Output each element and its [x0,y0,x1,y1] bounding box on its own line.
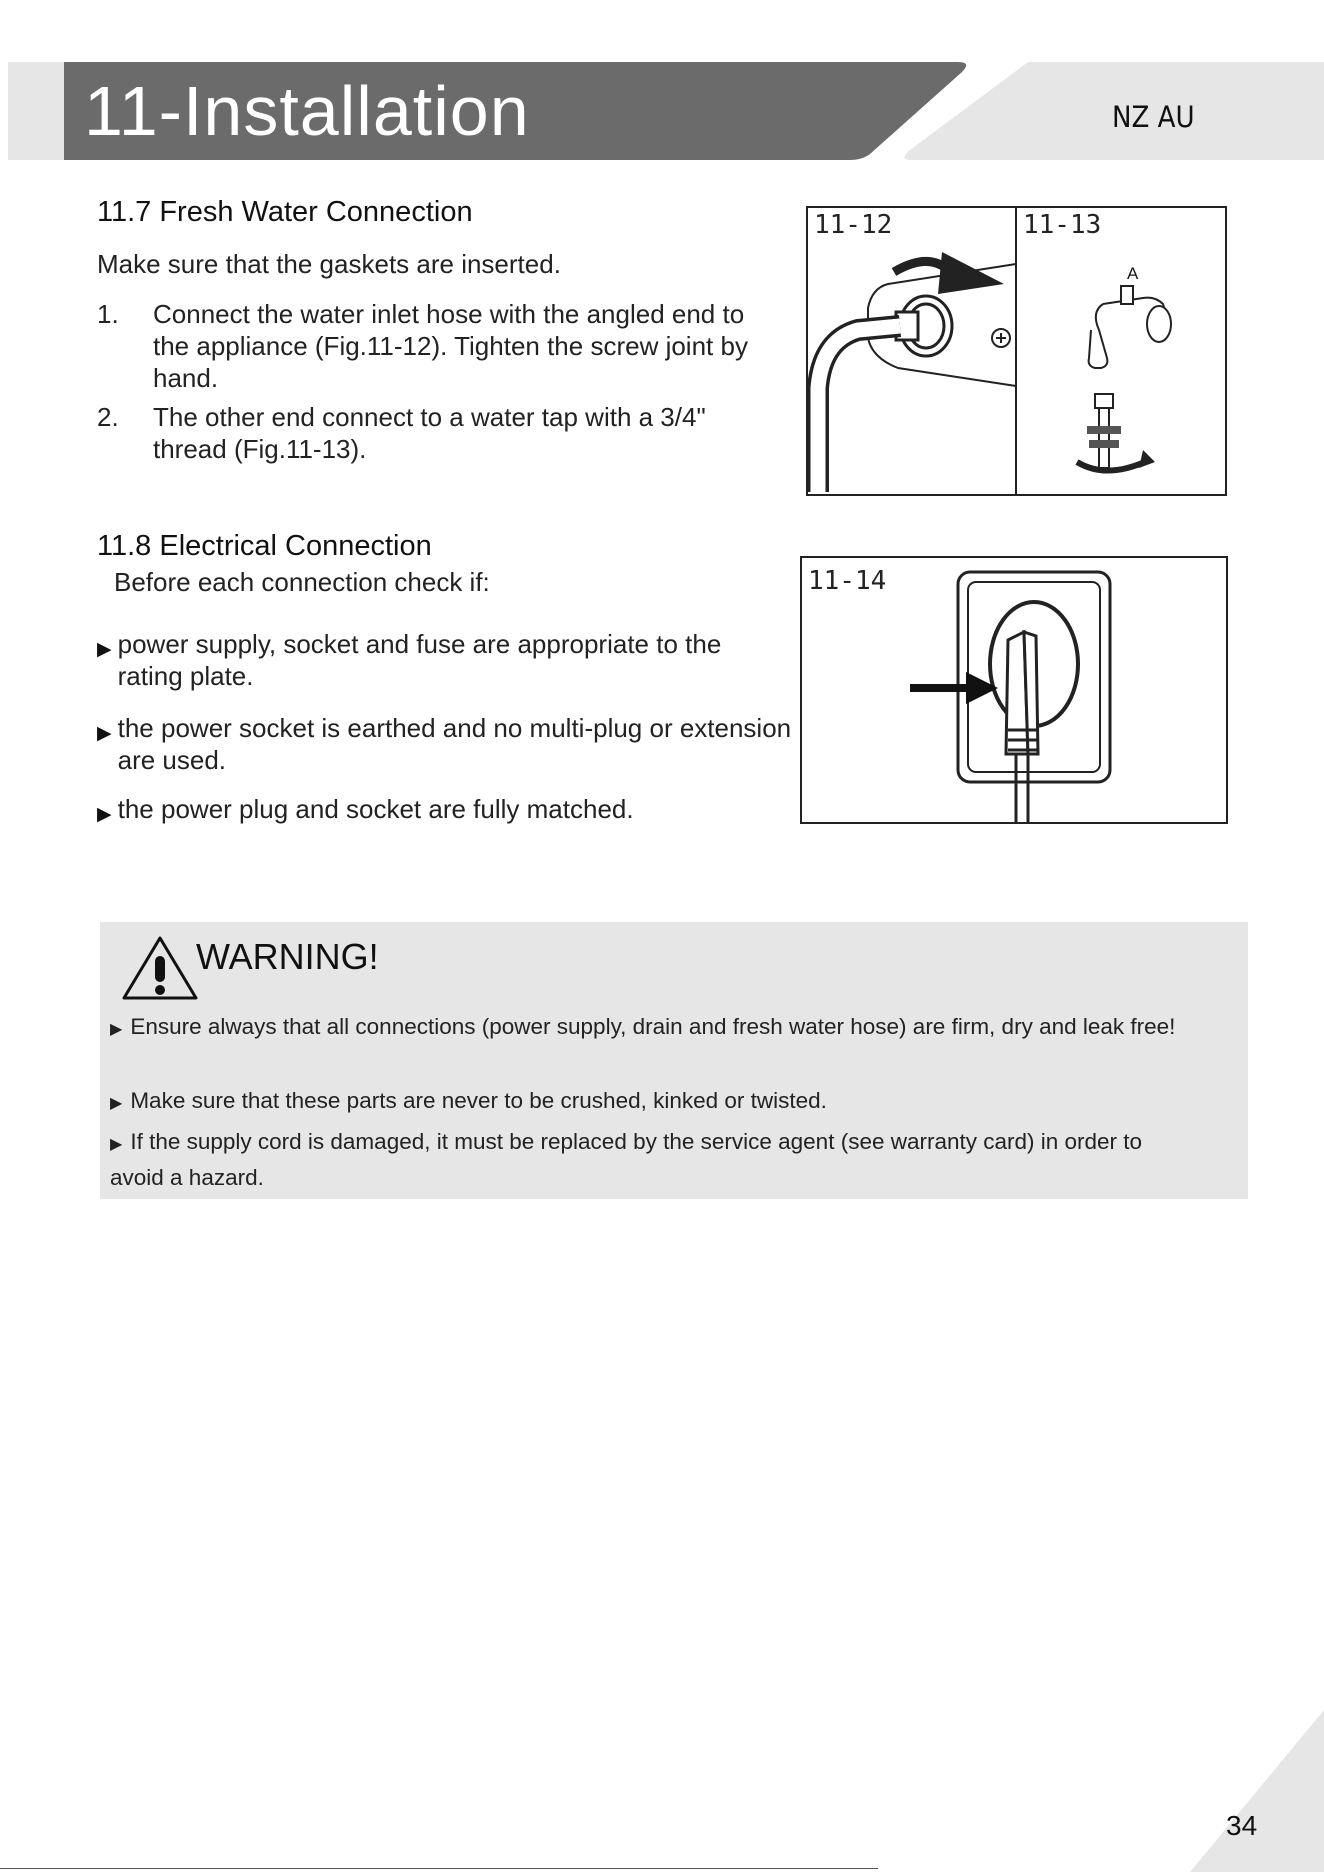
bullet-arrow-icon: ▶ [110,1136,123,1153]
figure-label: 11-12 [814,210,893,240]
list-item [97,298,757,394]
step-number: 2. [97,402,119,432]
bullet-arrow-icon: ▶ [97,723,112,744]
page-number: 34 [1226,1810,1258,1841]
step-number: 1. [97,299,119,329]
figure-power-plug [800,556,1228,824]
bullet-arrow-icon: ▶ [110,1095,123,1112]
warning-item [110,1084,1190,1120]
list-item [97,628,777,692]
warning-triangle-icon [122,934,198,1002]
bullet-arrow-icon: ▶ [97,804,112,825]
power-plug-illustration [802,558,1226,822]
step-text: The other end connect to a water tap with a 3/4" thread (Fig.11-13). [153,402,706,464]
warning-text: Ensure always that all connections (power supply, drain and fresh water hose) are firm, dry and leak free! [130,1014,1176,1039]
warning-text: Make sure that these parts are never to be crushed, kinked or twisted. [130,1088,827,1113]
list-item [97,712,797,776]
figure-water-tap [1015,206,1227,496]
bullet-arrow-icon: ▶ [110,1021,123,1038]
footer-rule [0,1868,878,1869]
water-tap-illustration [1017,208,1225,494]
section-intro: Make sure that the gaskets are inserted. [97,249,561,279]
list-item [97,793,797,831]
figure-label: 11-13 [1023,210,1102,240]
bullet-text: power supply, socket and fuse are appropriate to the rating plate. [117,629,722,691]
figure-hose-connection [806,206,1020,496]
step-text: Connect the water inlet hose with the angled end to the appliance (Fig.11-12). Tighten the screw joint by hand. [153,299,748,393]
warning-text: If the supply cord is damaged, it must be replaced by the service agent (see warranty card) in order to avoid a hazard. [110,1129,1143,1190]
section-title-fresh-water: 11.7 Fresh Water Connection [97,196,473,228]
warning-title: WARNING! [196,936,379,977]
hose-connection-illustration [808,208,1018,494]
warning-item [110,1125,1190,1194]
section-intro: Before each connection check if: [114,567,490,597]
section-title-electrical: 11.8 Electrical Connection [97,530,432,562]
figure-marker: A [1127,264,1139,283]
warning-item [110,1010,1190,1046]
region-label: NZ AU [1112,100,1195,134]
bullet-arrow-icon: ▶ [97,639,112,660]
page-corner [1190,1710,1324,1872]
bullet-text: the power socket is earthed and no multi-plug or extension are used. [117,713,792,775]
figure-label: 11-14 [808,566,887,596]
page-title: 11-Installation [84,72,530,150]
bullet-text: the power plug and socket are fully matched. [117,794,634,824]
list-item [97,401,757,465]
